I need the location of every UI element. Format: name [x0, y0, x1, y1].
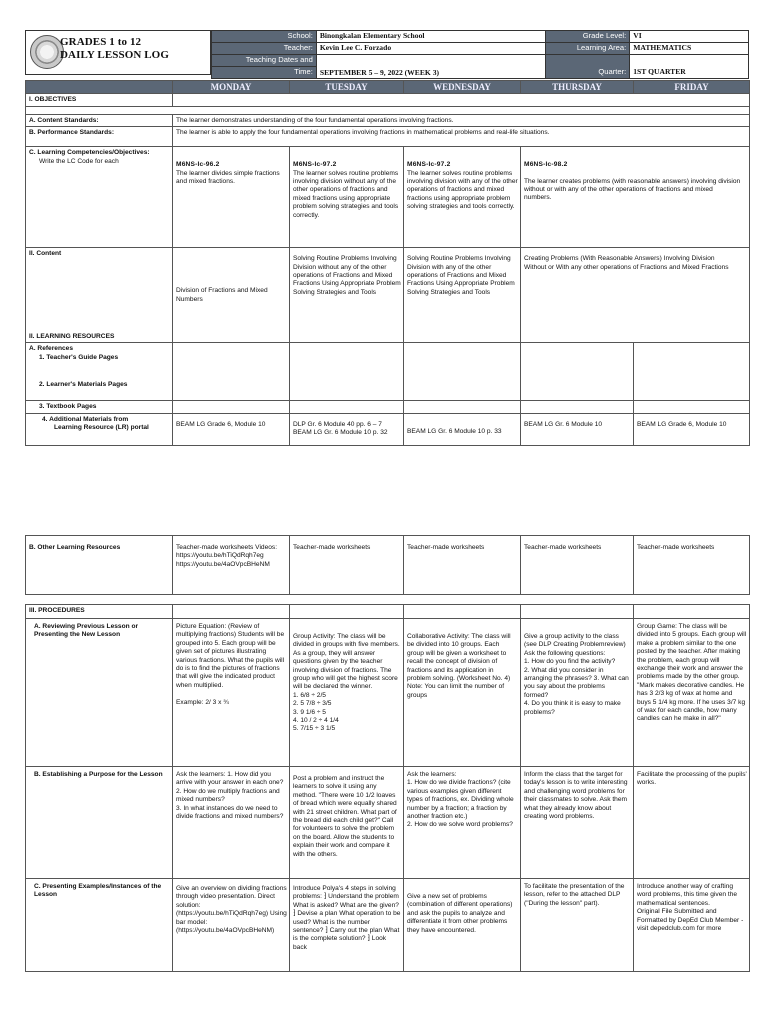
day-tuesday: TUESDAY	[290, 81, 404, 94]
other-resources-wednesday: Teacher-made worksheets	[404, 536, 521, 595]
day-header-row	[26, 81, 750, 94]
competency-monday: M6NS-Ic-96.2 The learner divides simple fractions and mixed fractions.	[173, 147, 290, 248]
lesson-table-top	[25, 80, 750, 446]
other-resources-label: B. Other Learning Resources	[26, 536, 173, 595]
proc-b-friday: Facilitate the processing of the pupils' works.	[634, 767, 750, 879]
dates-label-2: Time:	[212, 67, 317, 79]
proc-a-monday: Picture Equation: (Review of multiplying fractions) Students will be grouped into 5. Each group will be given set of pictures illustrating various fractions. What the pupils will do is to find the pictures of fractions that will give the indicated product when multiplied. Example: 2/ 3 x ¾	[173, 619, 290, 767]
proc-c-tuesday: Introduce Polya's 4 steps in solving problems: ⁆ Understand the problem What is asked? What are the given? ⁆ Devise a plan What operation to be used? What is the number sentence? ⁆ Carry out the plan What is the complete solution? ⁆ Look back	[290, 879, 404, 972]
grade-value: VI	[630, 31, 749, 43]
area-value: MATHEMATICS	[630, 43, 749, 55]
proc-a-thursday: Give a group activity to the class (see DLP Creating Problemreview) Ask the following questions: 1. How do you find the activity? 2. What did you consider in arranging the phrases? 3. What can you say about the problems formed? 4. Do you think it is easy to make problems?	[521, 619, 634, 767]
proc-c-wednesday: Give a new set of problems (combination of different operations) and ask the pupils to analyze and differentiate it from other problems they have encountered.	[404, 879, 521, 972]
proc-c-label: C. Presenting Examples/Instances of the Lesson	[26, 879, 173, 972]
proc-a-wednesday: Collaborative Activity: The class will be divided into 10 groups. Each group will be given a worksheet to recall the concept of division of fractions and its application in problem solving. (Worksheet No. 4) Note: You can limit the number of groups	[404, 619, 521, 767]
day-wednesday: WEDNESDAY	[404, 81, 521, 94]
references-label: A. References	[29, 345, 73, 353]
quarter-value: 1ST QUARTER	[630, 67, 749, 79]
competencies-label-cell	[26, 147, 173, 248]
proc-a-friday: Group Game: The class will be divided into 5 groups. Each group will make a problem similar to the one posted by the teacher. After making the problem, each group will exchange their work and answer the problems made by the other group. "Mark makes decorative candles. He has 3 2/3 kg of wax at home and buys 5 1/4 kg more. If he uses 3/7 kg of wax for each candle, how many candles can he make in all?"	[634, 619, 750, 767]
additional-materials-label-cell: 4. Additional Materials from Learning Resource (LR) portal	[26, 413, 173, 445]
day-friday: FRIDAY	[634, 81, 750, 94]
area-label: Learning Area:	[546, 43, 630, 55]
proc-b-thursday: Inform the class that the target for today's lesson is to write interesting and challenging word problems for their classmates to solve. Ask them what they already know about creating word problems.	[521, 767, 634, 879]
grade-label: Grade Level:	[546, 31, 630, 43]
quarter-label: Quarter:	[546, 67, 630, 79]
lesson-table-resources	[25, 535, 750, 595]
procedures-heading: III. PROCEDURES	[26, 605, 173, 619]
additional-friday: BEAM LG Grade 6, Module 10	[634, 413, 750, 445]
additional-tuesday: DLP Gr. 6 Module 40 pp. 6 – 7 BEAM LG Gr. 6 Module 10 p. 32	[290, 413, 404, 445]
other-resources-monday: Teacher-made worksheets Videos: https://youtu.be/hTiQdRqh7eg https://youtu.be/4aOVpcBHeNM	[173, 536, 290, 595]
proc-a-tuesday: Group Activity: The class will be divided in groups with five members. As a group, they will answer questions given by the teacher involving division of fractions. The group who will get the highest score will be declared the winner. 1. 6/8 ÷ 2/5 2. 5 7/8 ÷ 3/5 3. 9 1/6 ÷ 5 4. 10 / 2 ÷ 4 1/4 5. 7/15 ÷ 3 1/5	[290, 619, 404, 767]
additional-wednesday: BEAM LG Gr. 6 Module 10 p. 33	[404, 413, 521, 445]
lm-pages-label: 2. Learner's Materials Pages	[39, 381, 128, 389]
day-thursday: THURSDAY	[521, 81, 634, 94]
content-thursday-friday: Creating Problems (With Reasonable Answers) Involving Division Without or With any other operations of Fractions and Mixed Fractions	[521, 248, 750, 343]
dates-value: SEPTEMBER 5 – 9, 2022 (WEEK 3)	[316, 55, 546, 79]
competencies-sub: Write the LC Code for each	[39, 157, 119, 165]
references-label-cell	[26, 343, 173, 401]
proc-b-wednesday: Ask the learners: 1. How do we divide fractions? (cite various examples given different types of fractions, ex. Dividing whole number by a fraction; a fraction by another fraction etc.) 2. How do we solve word problems?	[404, 767, 521, 879]
tg-pages-label: 1. Teacher's Guide Pages	[39, 353, 119, 361]
performance-standards-label: B. Performance Standards:	[26, 127, 173, 147]
proc-c-friday: Introduce another way of crafting word problems, this time given the mathematical sentences. Original File Submitted and Formatted by DepEd Club Member - visit depedclub.com for more	[634, 879, 750, 972]
proc-b-tuesday: Post a problem and instruct the learners to solve it using any method. "There were 10 1/2 loaves of bread which were equally shared with 21 street children. What part of the bread did each child get?" Call for volunteers to solve the problem on the board. Allow the students to explain their work and compare it with the others.	[290, 767, 404, 879]
content-standards-label: A. Content Standards:	[26, 114, 173, 126]
objectives-heading: I. OBJECTIVES	[26, 94, 173, 106]
competencies-label: C. Learning Competencies/Objectives:	[29, 149, 150, 157]
additional-monday: BEAM LG Grade 6, Module 10	[173, 413, 290, 445]
competency-thursday-friday: M6NS-Ic-98.2 The learner creates problems (with reasonable answers) involving division without or with any of the other operations of fractions and mixed numbers.	[521, 147, 750, 248]
textbook-pages-label: 3. Textbook Pages	[26, 401, 173, 413]
proc-a-label: A. Reviewing Previous Lesson or Presenting the New Lesson	[26, 619, 173, 767]
learning-resources-label: II. LEARNING RESOURCES	[29, 332, 115, 340]
content-monday: Division of Fractions and Mixed Numbers	[173, 248, 290, 343]
proc-c-thursday: To facilitate the presentation of the lesson, refer to the attached DLP ("During the lesson" part).	[521, 879, 634, 972]
performance-standards-text: The learner is able to apply the four fundamental operations involving fractions in mathematical problems and real-life situations.	[173, 127, 750, 147]
content-wednesday: Solving Routine Problems Involving Division with any of the other operations of Fractions and Mixed Fractions Using Appropriate Problem Solving Strategies and Tools	[404, 248, 521, 343]
proc-b-label: B. Establishing a Purpose for the Lesson	[26, 767, 173, 879]
competency-tuesday: M6NS-Ic-97.2 The learner solves routine problems involving division without any of the other operations of fractions and mixed fractions using appropriate problem solving strategies and tools correctly.	[290, 147, 404, 248]
other-resources-thursday: Teacher-made worksheets	[521, 536, 634, 595]
header-logo-box	[25, 30, 211, 75]
title-daily-lesson-log: DAILY LESSON LOG	[60, 49, 169, 61]
dates-label-1: Teaching Dates and	[212, 55, 317, 67]
content-label-cell	[26, 248, 173, 343]
other-resources-friday: Teacher-made worksheets	[634, 536, 750, 595]
lesson-table-procedures	[25, 604, 750, 972]
additional-thursday: BEAM LG Gr. 6 Module 10	[521, 413, 634, 445]
other-resources-tuesday: Teacher-made worksheets	[290, 536, 404, 595]
content-tuesday: Solving Routine Problems Involving Division without any of the other operations of Fractions and Mixed Fractions Using Appropriate Problem Solving Strategies and Tools	[290, 248, 404, 343]
content-label: II. Content	[29, 250, 62, 258]
day-monday: MONDAY	[173, 81, 290, 94]
teacher-value: Kevin Lee C. Forzado	[316, 43, 546, 55]
competency-wednesday: M6NS-Ic-97.2 The learner solves routine problems involving division with any of the other operations of fractions and mixed fractions using appropriate problem solving strategies and tools correctly.	[404, 147, 521, 248]
school-label: School:	[212, 31, 317, 43]
teacher-label: Teacher:	[212, 43, 317, 55]
header-info-table	[211, 30, 749, 79]
title-grades: GRADES 1 to 12	[60, 36, 142, 48]
content-standards-text: The learner demonstrates understanding of the four fundamental operations involving fractions.	[173, 114, 750, 126]
school-value: Binongkalan Elementary School	[316, 31, 546, 43]
proc-b-monday: Ask the learners: 1. How did you arrive with your answer in each one? 2. How do we multiply fractions and mixed numbers? 3. In what instances do we need to divide fractions and mixed numbers?	[173, 767, 290, 879]
deped-seal-icon	[30, 35, 64, 69]
proc-c-monday: Give an overview on dividing fractions through video presentation. Direct solution: (https://youtu.be/hTiQdRqh7eg) Using bar model: (https://youtu.be/4aOVpcBHeNM)	[173, 879, 290, 972]
